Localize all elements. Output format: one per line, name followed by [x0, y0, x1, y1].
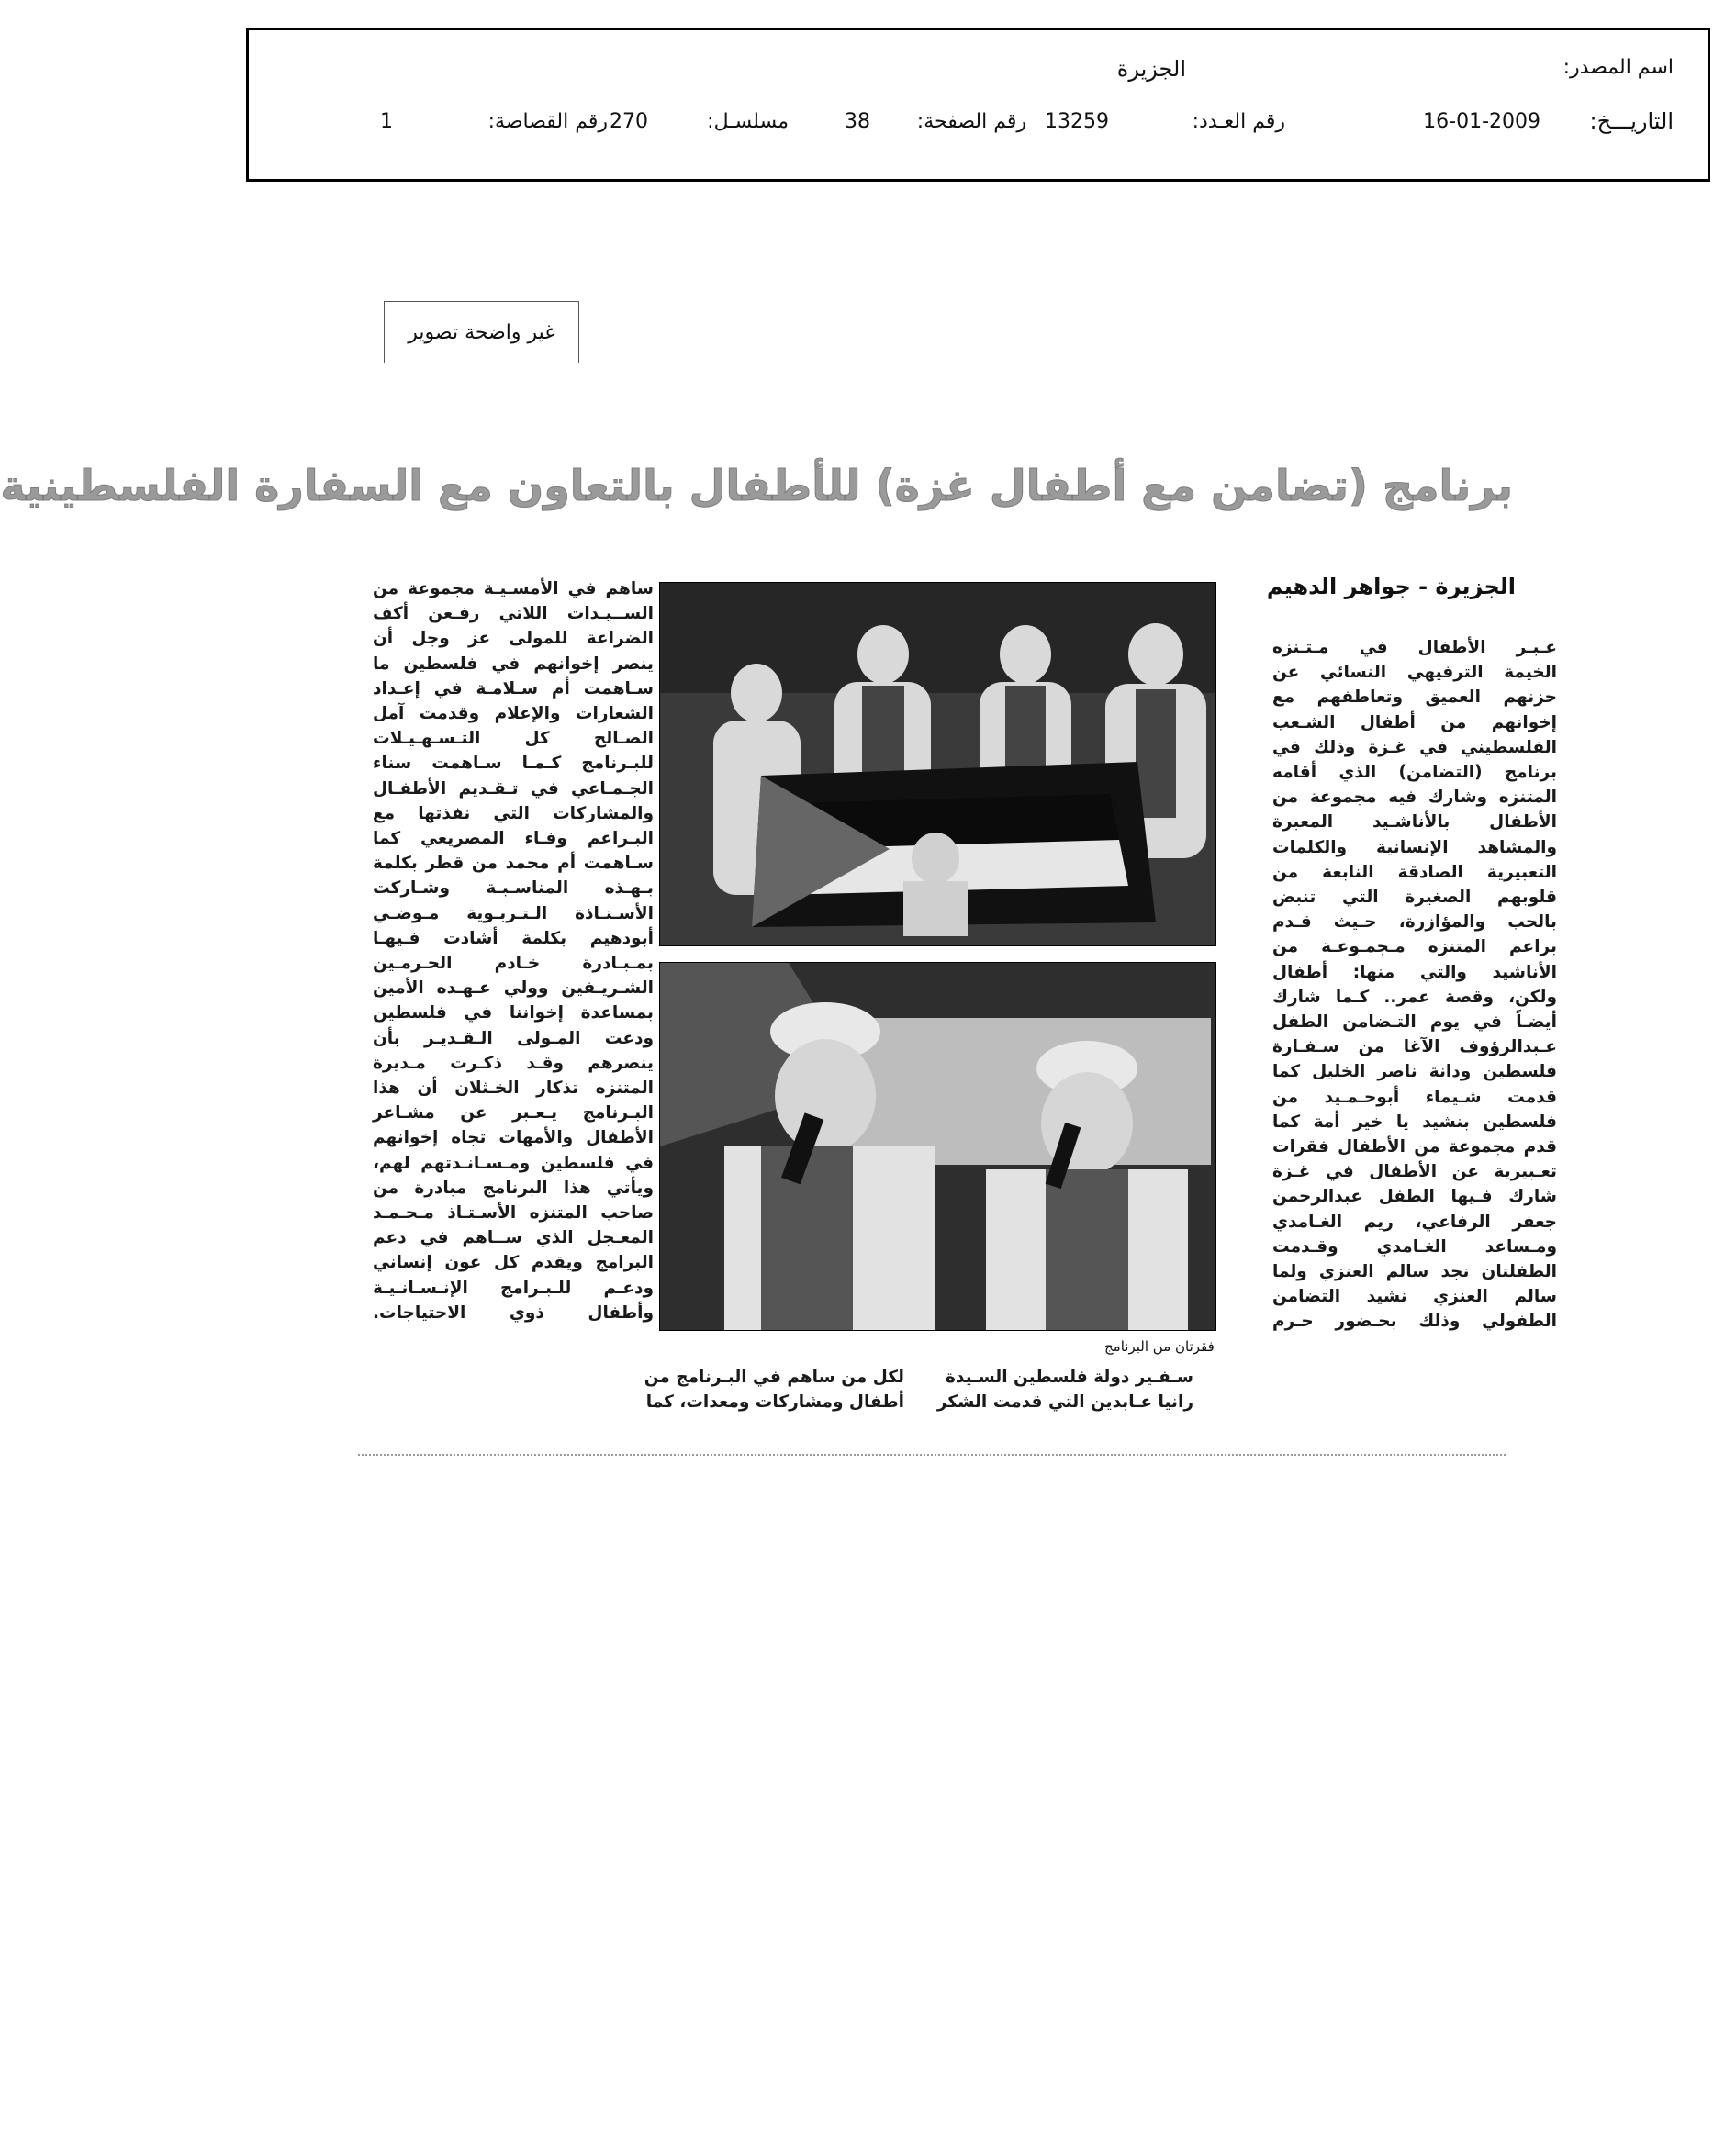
- text-line: والمشاهد الإنسانية والكلمات: [1272, 837, 1557, 857]
- text-line: الفلسطيني في غـزة وذلك في: [1272, 737, 1557, 757]
- text-line: الأسـتـاذة الـتـربـوية مـوضـي: [373, 903, 654, 923]
- text-line: قلوبهم الصغيرة التي تنبض: [1272, 888, 1557, 908]
- text-line: ويأتي هذا البرنامج مبادرة من: [373, 1178, 654, 1198]
- text-line: المتنزه وشارك فيه مجموعة من: [1272, 788, 1557, 808]
- text-line: الجـمـاعي في تـقـديم الأطفـال: [373, 778, 654, 799]
- text-line: ودعـم للـبـرامج الإنـسـانـيـة: [373, 1278, 654, 1298]
- text-line: تعـبيرية عن الأطفال في غـزة: [1272, 1162, 1557, 1182]
- text-line: ودعت المـولى الـقـديـر بأن: [373, 1028, 654, 1048]
- text-line: براعم المتنزه مـجمـوعـة من: [1272, 937, 1557, 957]
- text-line: فلسطين ودانة ناصر الخليل كما: [1272, 1062, 1557, 1082]
- text-line: الخيمة الترفيهي النسائي عن: [1272, 663, 1557, 683]
- text-line: عـبـر الأطفال في مـتـنزه: [1272, 638, 1557, 657]
- clip-value: 1: [380, 110, 393, 133]
- text-line: رانيا عـابدين التي قدمت الشكر: [936, 1392, 1193, 1413]
- text-line: ينصر إخوانهم في فلسطين ما: [373, 654, 654, 674]
- text-line: الضراعة للمولى عز وجل أن: [373, 629, 654, 649]
- text-line: المتنزه تذكار الخـثلان أن هذا: [373, 1079, 654, 1099]
- text-line: والمشاركات التي نفذتها مع: [373, 803, 654, 823]
- photo-children-with-flag: [659, 582, 1216, 946]
- text-line: أطفال ومشاركات ومعدات، كما: [645, 1392, 904, 1413]
- text-line: أبودهيم بكلمة أشادت فـيهـا: [373, 928, 654, 948]
- serial-value: 270: [610, 110, 648, 133]
- text-line: الصـالح كل التـسـهـيـلات: [373, 729, 654, 749]
- text-line: الأطفال والأمهات تجاه إخوانهم: [373, 1128, 654, 1148]
- text-line: الشـريـفين وولي عـهـده الأمين: [373, 978, 654, 999]
- clip-label: رقم القصاصة:: [487, 110, 608, 133]
- text-line: قدم مجموعة من الأطفال فقرات: [1272, 1137, 1557, 1157]
- text-line: بالحب والمؤازرة، حـيث قـدم: [1272, 912, 1557, 933]
- source-value: الجزيرة: [1116, 56, 1186, 82]
- text-line: المعـجل الذي ســاهم في دعم: [373, 1228, 654, 1248]
- source-label: اسم المصدر:: [1562, 56, 1674, 79]
- text-line: فلسطين بنشيد يا خير أمة كما: [1272, 1112, 1557, 1132]
- text-line: ولكن، وقصة عمر.. كـما شارك: [1272, 987, 1557, 1007]
- text-line: أيضـاً في يوم التـضامن الطفل: [1272, 1012, 1557, 1033]
- text-line: حزنهم العميق وتعاطفهم مع: [1272, 687, 1557, 708]
- unclear-copy-note: غير واضحة تصوير: [384, 301, 579, 363]
- text-line: الأناشيد والتي منها: أطفال: [1272, 962, 1557, 982]
- text-line: البرامج ويقدم كل عون إنساني: [373, 1253, 654, 1273]
- serial-label: مسلسـل:: [707, 110, 789, 133]
- photo-children-singing: [659, 962, 1216, 1331]
- text-line: جعفر الرفاعي، ريم الغـامدي: [1272, 1212, 1557, 1232]
- text-line: الأطفال بالأناشـيد المعبرة: [1272, 812, 1557, 833]
- issue-label: رقم العـدد:: [1192, 110, 1285, 133]
- text-line: بمساعدة إخواننا في فلسطين: [373, 1003, 654, 1023]
- text-line: ومـساعد الغـامدي وقـدمت: [1272, 1236, 1557, 1257]
- text-line: سـفـير دولة فلسطين السـيدة: [945, 1368, 1193, 1387]
- text-line: سالم العنزي نشيد التضامن: [1272, 1287, 1557, 1307]
- text-line: التعبيرية الصادقة النابعة من: [1272, 862, 1557, 882]
- text-line: عـبدالرؤوف الآغا من سـفـارة: [1272, 1037, 1557, 1057]
- article-byline: الجزيرة - جواهر الدهيم: [1266, 574, 1516, 599]
- page-label: رقم الصفحة:: [916, 110, 1026, 133]
- text-line: ساهم في الأمسـيـة مجموعة من: [373, 579, 654, 598]
- text-line: بمـبـادرة خـادم الحـرمـين: [373, 954, 654, 974]
- text-line: ينصرهم وقـد ذكـرت مـديرة: [373, 1053, 654, 1073]
- page-value: 38: [845, 110, 870, 133]
- clipping-header: [246, 28, 1710, 182]
- text-line: الســيـدات اللاتي رفـعن أكف: [373, 604, 654, 624]
- text-line: الطفولي وذلك بحـضور حـرم: [1272, 1312, 1557, 1332]
- text-line: بـهـذه المناسـبـة وشـاركت: [373, 878, 654, 899]
- text-line: وأطفال ذوي الاحتياجات.: [373, 1302, 654, 1323]
- article-column-left: [373, 576, 654, 1325]
- text-line: سـاهمت أم سـلامـة في إعـداد: [373, 678, 654, 699]
- text-line: البـرنامج يـعـبر عن مشـاعر: [373, 1103, 654, 1123]
- text-line: صاحب المتنزه الأسـتـاذ مـحـمـد: [373, 1203, 654, 1224]
- text-line: قدمت شـيماء أبوحـمـيد من: [1272, 1087, 1557, 1107]
- text-line: سـاهمت أم محمد من قطر بكلمة: [373, 854, 654, 874]
- article-headline: برنامج (تضامن مع أطفال غزة) للأطفال بالتعاون مع السفارة الفلسطينية: [0, 461, 1513, 510]
- text-line: برنامج (التضامن) الذي أقامه: [1272, 763, 1557, 783]
- text-line: الطفلتان نجد سالم العنزي ولما: [1272, 1262, 1557, 1282]
- text-line: شارك فـيها الطفل عبدالرحمن: [1272, 1187, 1557, 1207]
- text-line: للبـرنامج كـمـا سـاهمت سناء: [373, 754, 654, 774]
- text-line: إخوانهم من أطفال الشـعب: [1272, 712, 1557, 732]
- text-line: لكل من ساهم في البـرنامج من: [644, 1368, 904, 1387]
- article-column-mid-right: [936, 1365, 1193, 1414]
- article-column-right: [1272, 635, 1557, 1335]
- text-line: البـراعم وفـاء المصريعي كما: [373, 829, 654, 849]
- date-value: 16-01-2009: [1423, 110, 1540, 133]
- text-line: في فلسطين ومـسـانـدتهم لهم،: [373, 1153, 654, 1173]
- clipping-edge: [358, 1454, 1506, 1459]
- date-label: التاريـــخ:: [1589, 108, 1674, 134]
- photo-caption: فقرتان من البرنامج: [1104, 1338, 1215, 1355]
- article-column-mid-left: [644, 1365, 904, 1414]
- issue-value: 13259: [1045, 110, 1109, 133]
- text-line: الشعارات والإعلام وقدمت آمل: [373, 704, 654, 724]
